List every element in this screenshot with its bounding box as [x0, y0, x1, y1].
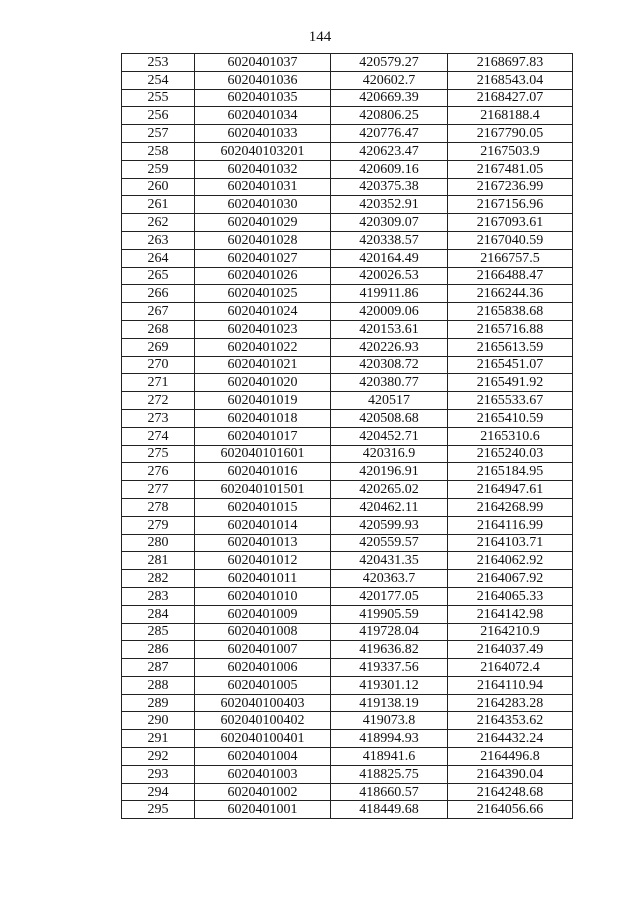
table-row [122, 481, 573, 499]
table-row [122, 570, 573, 588]
y-coordinate-cell: 2165240.03 [448, 445, 573, 463]
point-number-cell: 292 [122, 748, 195, 766]
x-coordinate-cell: 418941.6 [331, 748, 448, 766]
x-coordinate-cell: 420579.27 [331, 54, 448, 72]
point-code-cell: 6020401031 [195, 178, 331, 196]
table-row [122, 694, 573, 712]
point-code-cell: 6020401006 [195, 659, 331, 677]
point-code-cell: 602040103201 [195, 142, 331, 160]
point-code-cell: 6020401029 [195, 214, 331, 232]
y-coordinate-cell: 2164432.24 [448, 730, 573, 748]
point-code-cell: 6020401003 [195, 765, 331, 783]
point-code-cell: 602040101601 [195, 445, 331, 463]
coordinates-table [121, 53, 573, 819]
table-row [122, 748, 573, 766]
point-number-cell: 269 [122, 338, 195, 356]
y-coordinate-cell: 2165613.59 [448, 338, 573, 356]
point-number-cell: 274 [122, 427, 195, 445]
y-coordinate-cell: 2167040.59 [448, 231, 573, 249]
x-coordinate-cell: 420508.68 [331, 409, 448, 427]
point-code-cell: 6020401026 [195, 267, 331, 285]
point-code-cell: 6020401013 [195, 534, 331, 552]
table-row [122, 231, 573, 249]
y-coordinate-cell: 2164037.49 [448, 641, 573, 659]
y-coordinate-cell: 2165491.92 [448, 374, 573, 392]
table-row [122, 516, 573, 534]
point-number-cell: 254 [122, 71, 195, 89]
point-code-cell: 6020401028 [195, 231, 331, 249]
point-number-cell: 293 [122, 765, 195, 783]
table-row [122, 409, 573, 427]
x-coordinate-cell: 420602.7 [331, 71, 448, 89]
x-coordinate-cell: 420164.49 [331, 249, 448, 267]
y-coordinate-cell: 2164947.61 [448, 481, 573, 499]
point-code-cell: 6020401027 [195, 249, 331, 267]
table-row [122, 641, 573, 659]
point-number-cell: 290 [122, 712, 195, 730]
y-coordinate-cell: 2164210.9 [448, 623, 573, 641]
point-code-cell: 6020401022 [195, 338, 331, 356]
table-row [122, 587, 573, 605]
point-number-cell: 264 [122, 249, 195, 267]
x-coordinate-cell: 419905.59 [331, 605, 448, 623]
x-coordinate-cell: 420669.39 [331, 89, 448, 107]
x-coordinate-cell: 420363.7 [331, 570, 448, 588]
x-coordinate-cell: 418994.93 [331, 730, 448, 748]
table-row [122, 214, 573, 232]
table-row [122, 267, 573, 285]
y-coordinate-cell: 2164056.66 [448, 801, 573, 819]
point-code-cell: 6020401021 [195, 356, 331, 374]
point-number-cell: 279 [122, 516, 195, 534]
x-coordinate-cell: 420776.47 [331, 125, 448, 143]
y-coordinate-cell: 2168188.4 [448, 107, 573, 125]
point-number-cell: 266 [122, 285, 195, 303]
point-code-cell: 602040100403 [195, 694, 331, 712]
x-coordinate-cell: 420265.02 [331, 481, 448, 499]
point-number-cell: 268 [122, 320, 195, 338]
x-coordinate-cell: 420316.9 [331, 445, 448, 463]
point-code-cell: 6020401025 [195, 285, 331, 303]
table-row [122, 783, 573, 801]
point-number-cell: 261 [122, 196, 195, 214]
y-coordinate-cell: 2165716.88 [448, 320, 573, 338]
table-row [122, 392, 573, 410]
point-code-cell: 6020401009 [195, 605, 331, 623]
point-number-cell: 280 [122, 534, 195, 552]
point-number-cell: 273 [122, 409, 195, 427]
y-coordinate-cell: 2164103.71 [448, 534, 573, 552]
x-coordinate-cell: 420308.72 [331, 356, 448, 374]
point-code-cell: 6020401035 [195, 89, 331, 107]
point-code-cell: 6020401036 [195, 71, 331, 89]
point-number-cell: 275 [122, 445, 195, 463]
point-number-cell: 276 [122, 463, 195, 481]
point-code-cell: 602040100402 [195, 712, 331, 730]
y-coordinate-cell: 2164248.68 [448, 783, 573, 801]
table-row [122, 676, 573, 694]
point-code-cell: 6020401011 [195, 570, 331, 588]
y-coordinate-cell: 2164390.04 [448, 765, 573, 783]
y-coordinate-cell: 2168543.04 [448, 71, 573, 89]
y-coordinate-cell: 2164065.33 [448, 587, 573, 605]
x-coordinate-cell: 418825.75 [331, 765, 448, 783]
x-coordinate-cell: 419636.82 [331, 641, 448, 659]
y-coordinate-cell: 2167156.96 [448, 196, 573, 214]
y-coordinate-cell: 2164496.8 [448, 748, 573, 766]
x-coordinate-cell: 420226.93 [331, 338, 448, 356]
y-coordinate-cell: 2165310.6 [448, 427, 573, 445]
y-coordinate-cell: 2164283.28 [448, 694, 573, 712]
table-row [122, 125, 573, 143]
point-number-cell: 265 [122, 267, 195, 285]
table-row [122, 249, 573, 267]
x-coordinate-cell: 420309.07 [331, 214, 448, 232]
table-row [122, 178, 573, 196]
point-code-cell: 6020401016 [195, 463, 331, 481]
point-number-cell: 263 [122, 231, 195, 249]
point-number-cell: 262 [122, 214, 195, 232]
point-number-cell: 272 [122, 392, 195, 410]
page-number: 144 [308, 29, 332, 45]
point-code-cell: 6020401001 [195, 801, 331, 819]
y-coordinate-cell: 2166244.36 [448, 285, 573, 303]
point-code-cell: 602040101501 [195, 481, 331, 499]
y-coordinate-cell: 2164062.92 [448, 552, 573, 570]
x-coordinate-cell: 420380.77 [331, 374, 448, 392]
y-coordinate-cell: 2167093.61 [448, 214, 573, 232]
table-row [122, 534, 573, 552]
y-coordinate-cell: 2166757.5 [448, 249, 573, 267]
point-code-cell: 6020401004 [195, 748, 331, 766]
point-number-cell: 281 [122, 552, 195, 570]
point-number-cell: 258 [122, 142, 195, 160]
point-code-cell: 6020401008 [195, 623, 331, 641]
x-coordinate-cell: 419728.04 [331, 623, 448, 641]
point-code-cell: 6020401017 [195, 427, 331, 445]
point-code-cell: 6020401024 [195, 303, 331, 321]
y-coordinate-cell: 2164067.92 [448, 570, 573, 588]
point-code-cell: 6020401015 [195, 498, 331, 516]
point-code-cell: 6020401012 [195, 552, 331, 570]
table-row [122, 463, 573, 481]
table-row [122, 765, 573, 783]
point-code-cell: 6020401005 [195, 676, 331, 694]
table-row [122, 605, 573, 623]
point-number-cell: 291 [122, 730, 195, 748]
table-row [122, 303, 573, 321]
point-code-cell: 6020401007 [195, 641, 331, 659]
y-coordinate-cell: 2167481.05 [448, 160, 573, 178]
point-code-cell: 6020401018 [195, 409, 331, 427]
y-coordinate-cell: 2164116.99 [448, 516, 573, 534]
point-code-cell: 6020401014 [195, 516, 331, 534]
table-row [122, 107, 573, 125]
x-coordinate-cell: 419337.56 [331, 659, 448, 677]
point-code-cell: 6020401010 [195, 587, 331, 605]
x-coordinate-cell: 419911.86 [331, 285, 448, 303]
table-row [122, 54, 573, 72]
point-code-cell: 6020401033 [195, 125, 331, 143]
table-row [122, 730, 573, 748]
point-code-cell: 6020401032 [195, 160, 331, 178]
table-row [122, 320, 573, 338]
y-coordinate-cell: 2165533.67 [448, 392, 573, 410]
point-code-cell: 6020401034 [195, 107, 331, 125]
table-row [122, 356, 573, 374]
table-row [122, 374, 573, 392]
x-coordinate-cell: 420352.91 [331, 196, 448, 214]
table-row [122, 498, 573, 516]
x-coordinate-cell: 420196.91 [331, 463, 448, 481]
y-coordinate-cell: 2166488.47 [448, 267, 573, 285]
y-coordinate-cell: 2165184.95 [448, 463, 573, 481]
x-coordinate-cell: 420375.38 [331, 178, 448, 196]
point-number-cell: 287 [122, 659, 195, 677]
x-coordinate-cell: 420559.57 [331, 534, 448, 552]
point-number-cell: 295 [122, 801, 195, 819]
y-coordinate-cell: 2164268.99 [448, 498, 573, 516]
point-number-cell: 282 [122, 570, 195, 588]
point-number-cell: 278 [122, 498, 195, 516]
table-row [122, 552, 573, 570]
x-coordinate-cell: 418449.68 [331, 801, 448, 819]
point-number-cell: 253 [122, 54, 195, 72]
table-row [122, 445, 573, 463]
point-code-cell: 602040100401 [195, 730, 331, 748]
y-coordinate-cell: 2168697.83 [448, 54, 573, 72]
point-number-cell: 257 [122, 125, 195, 143]
x-coordinate-cell: 418660.57 [331, 783, 448, 801]
coordinates-table-body [122, 54, 573, 819]
y-coordinate-cell: 2167790.05 [448, 125, 573, 143]
x-coordinate-cell: 419138.19 [331, 694, 448, 712]
point-number-cell: 283 [122, 587, 195, 605]
point-code-cell: 6020401037 [195, 54, 331, 72]
y-coordinate-cell: 2164072.4 [448, 659, 573, 677]
y-coordinate-cell: 2167236.99 [448, 178, 573, 196]
x-coordinate-cell: 420599.93 [331, 516, 448, 534]
x-coordinate-cell: 420609.16 [331, 160, 448, 178]
table-row [122, 427, 573, 445]
point-number-cell: 288 [122, 676, 195, 694]
x-coordinate-cell: 420462.11 [331, 498, 448, 516]
point-number-cell: 255 [122, 89, 195, 107]
x-coordinate-cell: 420452.71 [331, 427, 448, 445]
point-number-cell: 284 [122, 605, 195, 623]
point-number-cell: 286 [122, 641, 195, 659]
point-code-cell: 6020401020 [195, 374, 331, 392]
table-row [122, 71, 573, 89]
x-coordinate-cell: 420431.35 [331, 552, 448, 570]
y-coordinate-cell: 2167503.9 [448, 142, 573, 160]
x-coordinate-cell: 420623.47 [331, 142, 448, 160]
point-code-cell: 6020401002 [195, 783, 331, 801]
x-coordinate-cell: 419301.12 [331, 676, 448, 694]
table-row [122, 801, 573, 819]
y-coordinate-cell: 2165410.59 [448, 409, 573, 427]
point-number-cell: 260 [122, 178, 195, 196]
table-row [122, 338, 573, 356]
point-number-cell: 271 [122, 374, 195, 392]
x-coordinate-cell: 420026.53 [331, 267, 448, 285]
point-number-cell: 267 [122, 303, 195, 321]
table-row [122, 89, 573, 107]
table-row [122, 142, 573, 160]
point-number-cell: 256 [122, 107, 195, 125]
x-coordinate-cell: 420517 [331, 392, 448, 410]
y-coordinate-cell: 2164110.94 [448, 676, 573, 694]
y-coordinate-cell: 2164142.98 [448, 605, 573, 623]
point-code-cell: 6020401019 [195, 392, 331, 410]
x-coordinate-cell: 419073.8 [331, 712, 448, 730]
table-row [122, 623, 573, 641]
x-coordinate-cell: 420338.57 [331, 231, 448, 249]
point-number-cell: 277 [122, 481, 195, 499]
table-row [122, 285, 573, 303]
x-coordinate-cell: 420153.61 [331, 320, 448, 338]
table-row [122, 196, 573, 214]
point-number-cell: 270 [122, 356, 195, 374]
x-coordinate-cell: 420009.06 [331, 303, 448, 321]
point-number-cell: 294 [122, 783, 195, 801]
y-coordinate-cell: 2164353.62 [448, 712, 573, 730]
table-row [122, 659, 573, 677]
x-coordinate-cell: 420806.25 [331, 107, 448, 125]
x-coordinate-cell: 420177.05 [331, 587, 448, 605]
table-row [122, 712, 573, 730]
table-row [122, 160, 573, 178]
point-number-cell: 289 [122, 694, 195, 712]
y-coordinate-cell: 2165451.07 [448, 356, 573, 374]
point-number-cell: 285 [122, 623, 195, 641]
y-coordinate-cell: 2165838.68 [448, 303, 573, 321]
point-code-cell: 6020401030 [195, 196, 331, 214]
point-number-cell: 259 [122, 160, 195, 178]
point-code-cell: 6020401023 [195, 320, 331, 338]
y-coordinate-cell: 2168427.07 [448, 89, 573, 107]
